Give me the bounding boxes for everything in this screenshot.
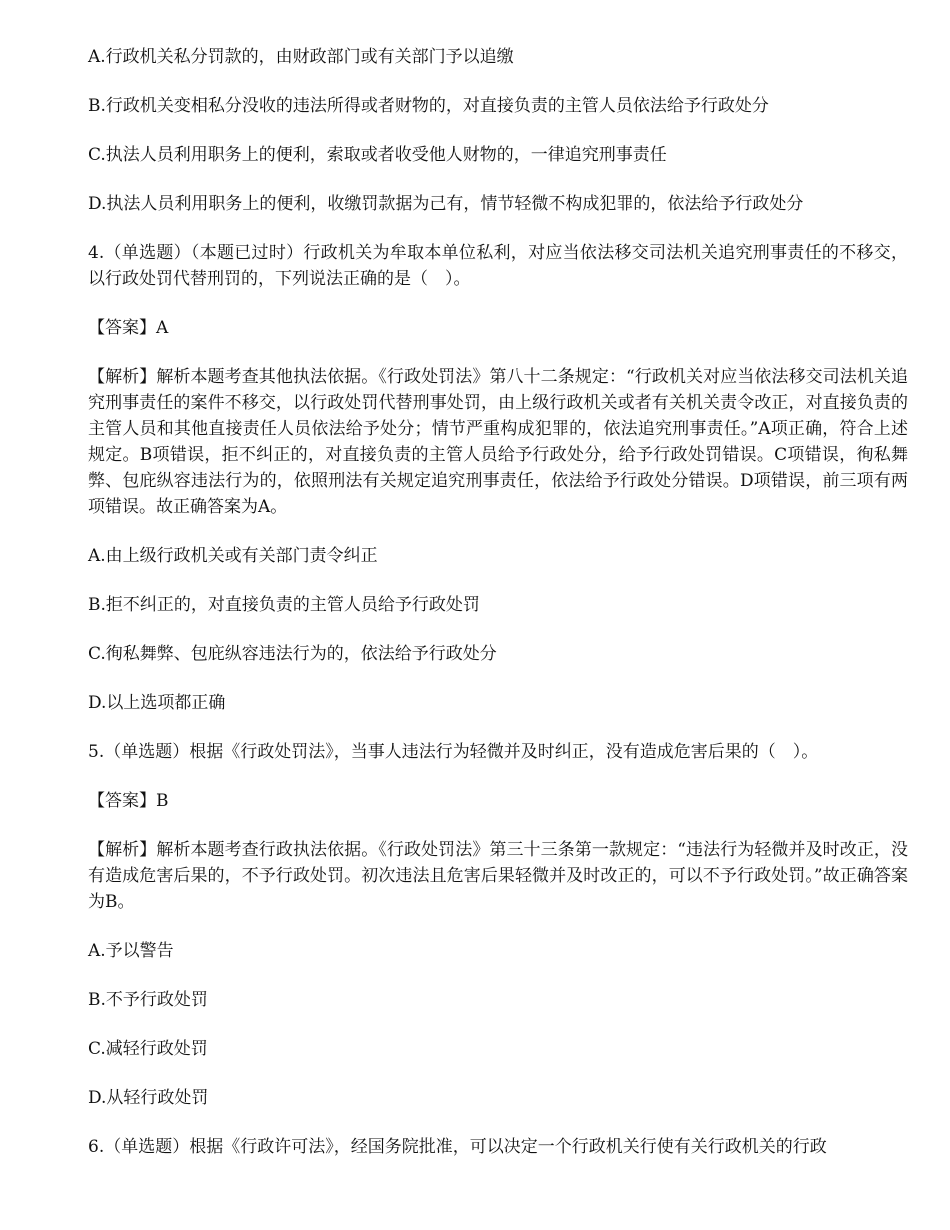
q3-option-b: B.行政机关变相私分没收的违法所得或者财物的，对直接负责的主管人员依法给予行政处分 — [88, 96, 769, 116]
q4-question: 4.（单选题）（本题已过时）行政机关为牟取本单位私利，对应当依法移交司法机关追究刑事责任的不移交，以行政处罚代替刑罚的，下列说法正确的是（ ）。 — [88, 243, 908, 289]
q5-analysis: 【解析】解析本题考查行政执法依据。《行政处罚法》第三十三条第一款规定：“违法行为轻微并及时改正，没有造成危害后果的，不予行政处罚。初次违法且危害后果轻微并及时改正的，可以不予行政处罚。”故正确答案为B。 — [88, 840, 908, 912]
q3-option-a: A.行政机关私分罚款的，由财政部门或有关部门予以追缴 — [88, 47, 514, 67]
q5-option-c: C.减轻行政处罚 — [88, 1039, 208, 1059]
q3-option-d: D.执法人员利用职务上的便利，收缴罚款据为己有，情节轻微不构成犯罪的，依法给予行政处分 — [88, 194, 804, 214]
q4-option-a: A.由上级行政机关或有关部门责令纠正 — [88, 546, 378, 566]
q4-analysis: 【解析】解析本题考查其他执法依据。《行政处罚法》第八十二条规定：“行政机关对应当依法移交司法机关追究刑事责任的案件不移交，以行政处罚代替刑事处罚，由上级行政机关或者有关机关责令改正，对直接负责的主管人员和其他直接责任人员依法给予处分；情节严重构成犯罪的，依法追究刑事责任。”A项正确，符合上述规定。B项错误，拒不纠正的，对直接负责的主管人员给予行政处分，给予行政处罚错误。C项错误，徇私舞弊、包庇纵容违法行为的，依照刑法有关规定追究刑事责任，依法给予行政处分错误。D项错误，前三项有两项错误。故正确答案为A。 — [88, 367, 908, 517]
q3-option-c: C.执法人员利用职务上的便利，索取或者收受他人财物的，一律追究刑事责任 — [88, 145, 667, 165]
q4-option-b: B.拒不纠正的，对直接负责的主管人员给予行政处罚 — [88, 595, 480, 615]
q5-option-d: D.从轻行政处罚 — [88, 1088, 209, 1108]
q4-answer: 【答案】A — [88, 318, 169, 338]
q6-question: 6.（单选题）根据《行政许可法》，经国务院批准，可以决定一个行政机关行使有关行政机关的行政 — [88, 1137, 827, 1157]
q5-option-b: B.不予行政处罚 — [88, 990, 208, 1010]
q5-option-a: A.予以警告 — [88, 941, 174, 961]
q4-option-c: C.徇私舞弊、包庇纵容违法行为的，依法给予行政处分 — [88, 644, 497, 664]
q4-option-d: D.以上选项都正确 — [88, 693, 226, 713]
q5-answer: 【答案】B — [88, 791, 169, 811]
document-page — [88, 44, 908, 1183]
q5-question: 5.（单选题）根据《行政处罚法》，当事人违法行为轻微并及时纠正，没有造成危害后果的（ ）。 — [88, 742, 819, 762]
